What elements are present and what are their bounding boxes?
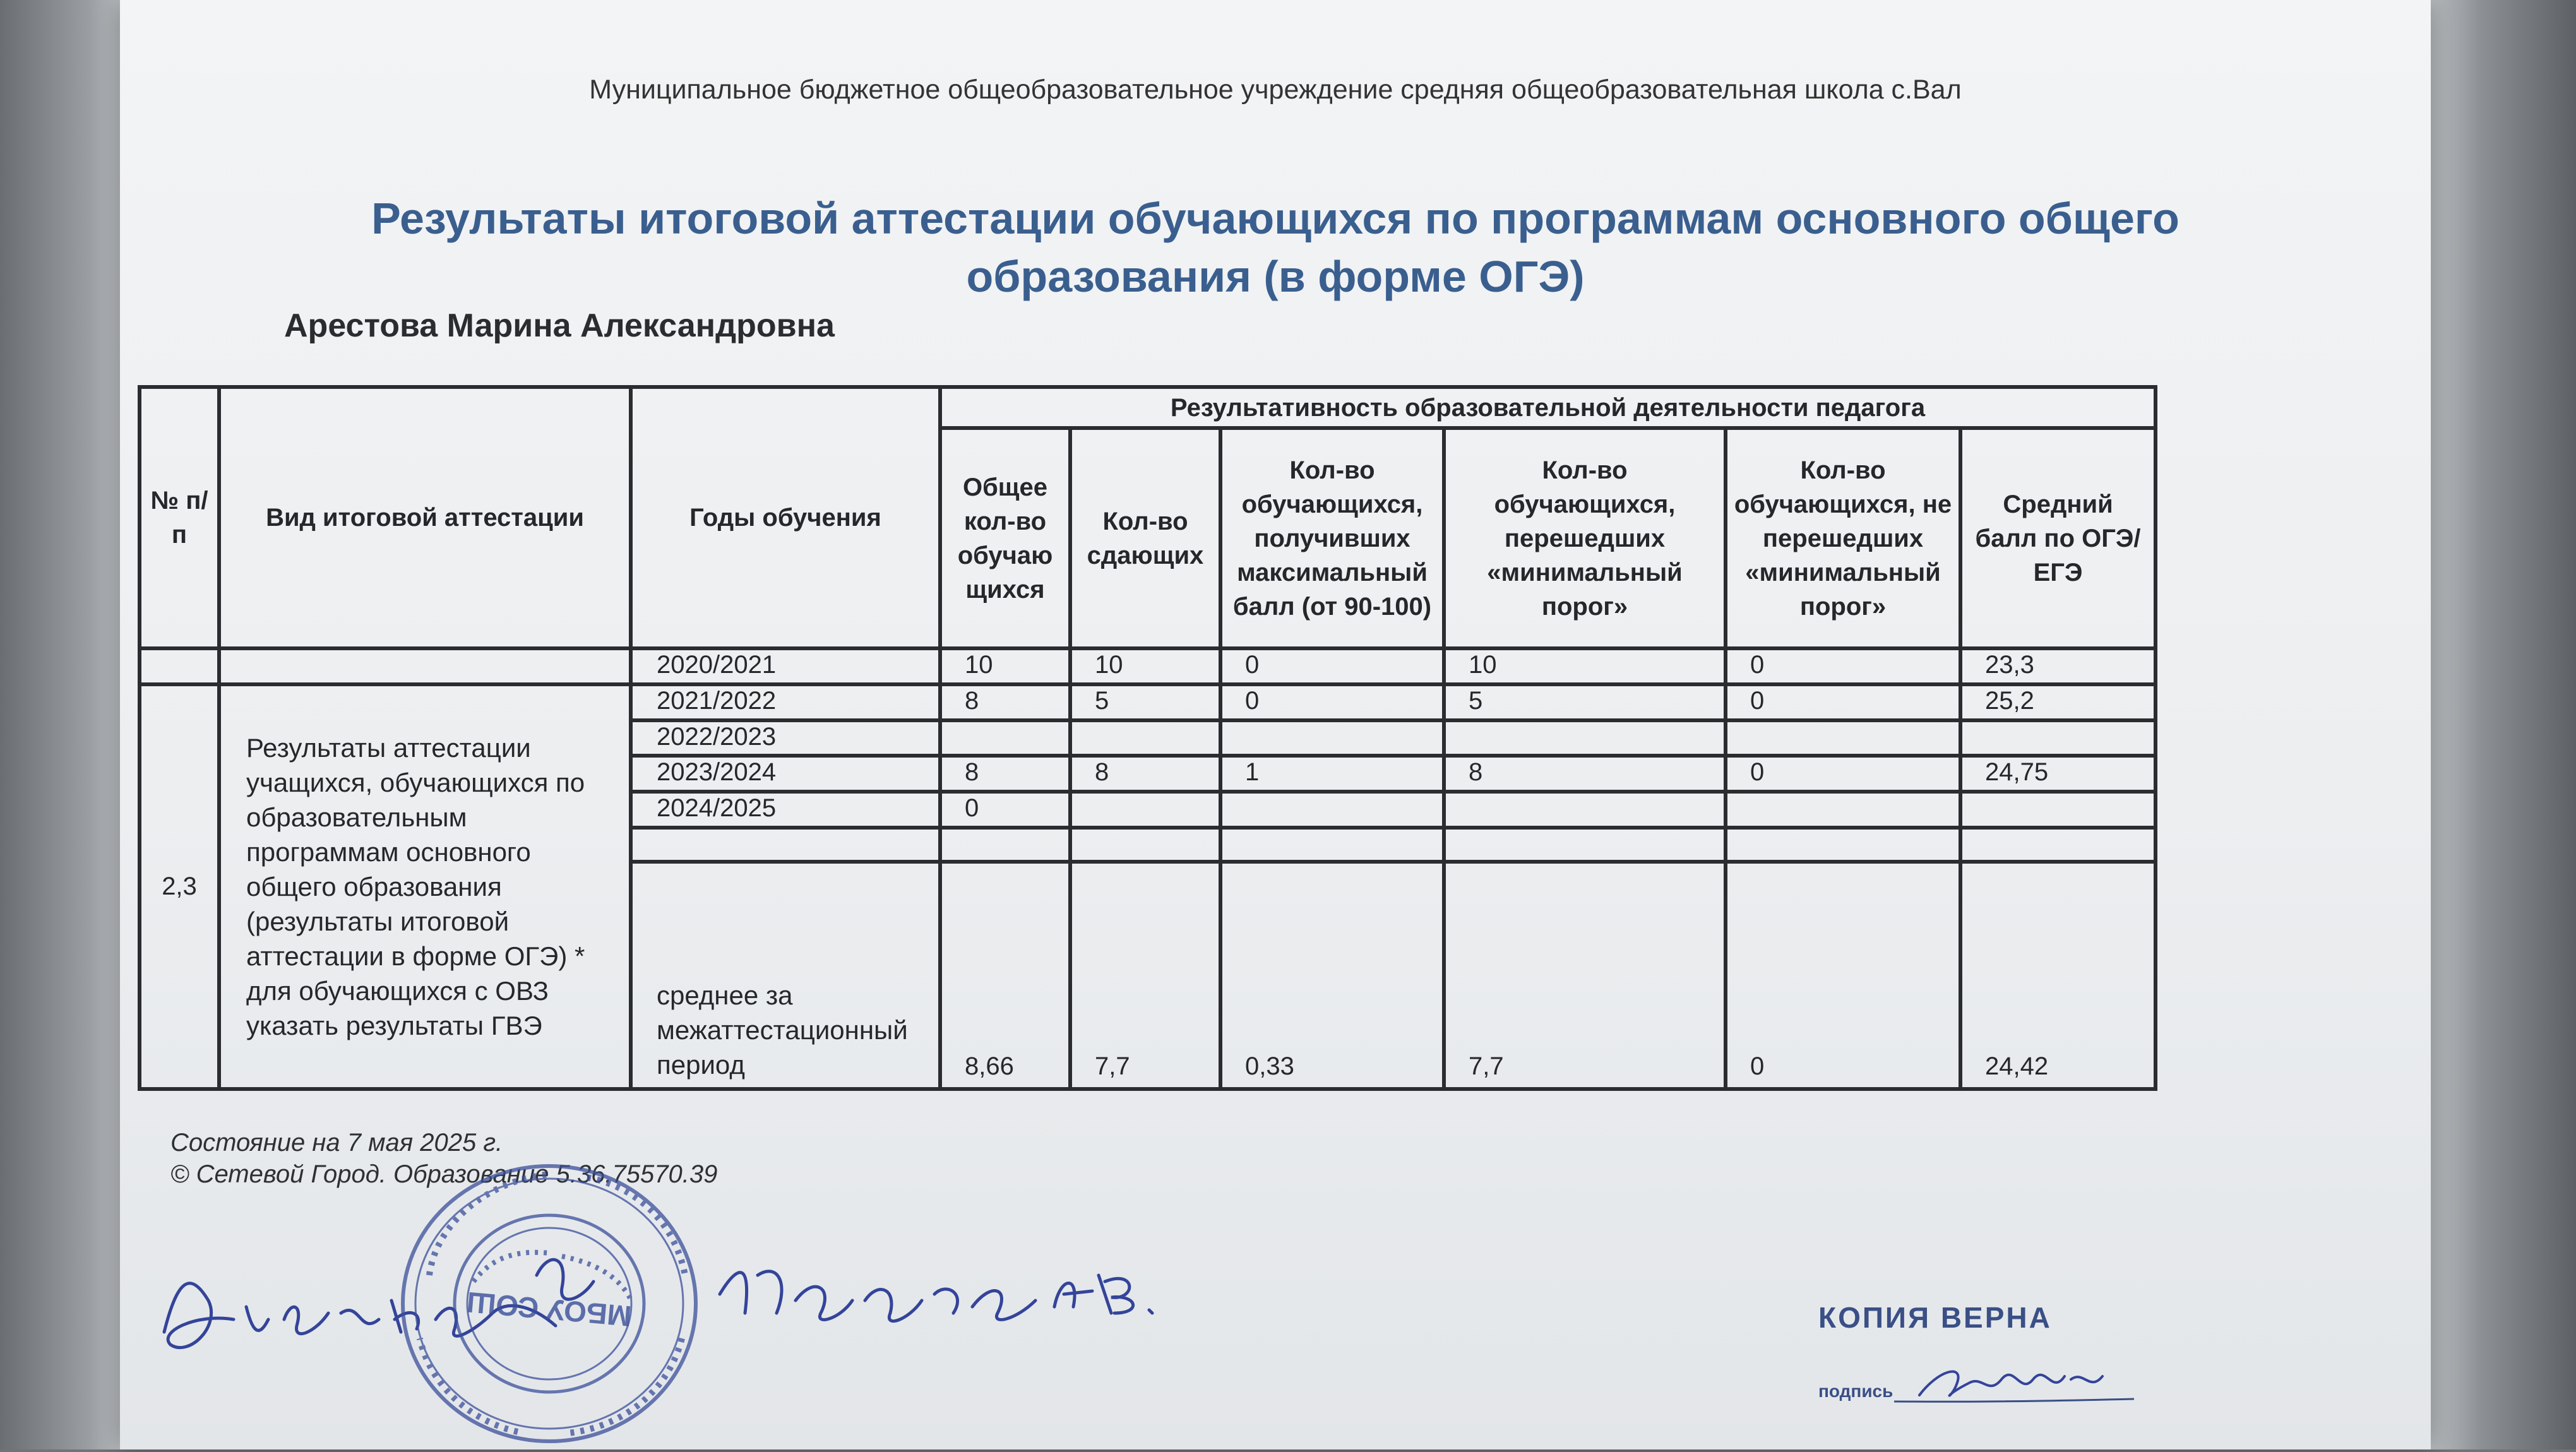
director-signature [152, 1225, 1288, 1414]
copy-certified-stamp [1818, 1300, 2147, 1427]
taking-cell: 8 [1070, 756, 1220, 792]
table-row [140, 648, 2156, 684]
header-taking: Кол-во сдающих [1070, 428, 1220, 648]
year-cell: 2023/2024 [631, 756, 940, 792]
max-cell [1220, 828, 1444, 862]
title-line-1: Результаты итоговой аттестации обучающихся по программам основного общего [371, 194, 2179, 243]
teacher-name: Арестова Марина Александровна [284, 307, 835, 344]
header-years: Годы обучения [631, 387, 940, 648]
copy-certified-title: КОПИЯ ВЕРНА [1818, 1301, 2052, 1334]
taking-cell [1070, 792, 1220, 828]
total-cell: 0 [940, 792, 1070, 828]
total-cell [940, 828, 1070, 862]
copy-signature [1881, 1357, 2147, 1414]
copyright-line: © Сетевой Город. Образование 5.36.75570.39 [170, 1160, 718, 1188]
status-date: Состояние на 7 мая 2025 г. [170, 1129, 503, 1157]
avg-cell: 25,2 [1960, 684, 2156, 720]
copy-sign-label: подпись [1818, 1381, 1893, 1401]
average-passed: 7,7 [1444, 862, 1726, 1089]
not-passed-cell [1726, 828, 1960, 862]
passed-cell [1444, 720, 1726, 756]
max-cell [1220, 720, 1444, 756]
taking-cell: 5 [1070, 684, 1220, 720]
total-cell [940, 720, 1070, 756]
average-total: 8,66 [940, 862, 1070, 1089]
background-left [0, 0, 126, 1449]
avg-cell: 23,3 [1960, 648, 2156, 684]
empty-cell [140, 648, 219, 684]
passed-cell [1444, 828, 1726, 862]
header-passed-threshold: Кол-во обучающихся, перешедших «минимальный порог» [1444, 428, 1726, 648]
taking-cell [1070, 828, 1220, 862]
school-name: Муниципальное бюджетное общеобразовательное учреждение средняя общеобразовательная школа с.Вал [589, 74, 1962, 105]
title-line-2: образования (в форме ОГЭ) [966, 252, 1585, 301]
passed-cell: 8 [1444, 756, 1726, 792]
average-score: 24,42 [1960, 862, 2156, 1089]
empty-cell [219, 648, 631, 684]
header-max-score: Кол-во обучающихся, получивших максимальный балл (от 90-100) [1220, 428, 1444, 648]
average-label: среднее за межаттестационный период [631, 862, 940, 1089]
passed-cell: 5 [1444, 684, 1726, 720]
not-passed-cell: 0 [1726, 684, 1960, 720]
total-cell: 10 [940, 648, 1070, 684]
max-cell: 1 [1220, 756, 1444, 792]
avg-cell [1960, 720, 2156, 756]
year-cell: 2021/2022 [631, 684, 940, 720]
passed-cell [1444, 792, 1726, 828]
passed-cell: 10 [1444, 648, 1726, 684]
year-cell [631, 828, 940, 862]
year-cell: 2020/2021 [631, 648, 940, 684]
average-max: 0,33 [1220, 862, 1444, 1089]
max-cell: 0 [1220, 684, 1444, 720]
taking-cell [1070, 720, 1220, 756]
avg-cell [1960, 792, 2156, 828]
stamp-center-text: МБОУ СОШ [465, 1285, 633, 1333]
total-cell: 8 [940, 684, 1070, 720]
row-number: 2,3 [140, 684, 219, 1089]
document-title [271, 189, 2279, 306]
header-number: № п/п [140, 387, 219, 648]
not-passed-cell [1726, 792, 1960, 828]
average-taking: 7,7 [1070, 862, 1220, 1089]
max-cell: 0 [1220, 648, 1444, 684]
header-group-performance: Результативность образовательной деятельности педагога [940, 387, 2156, 428]
header-total: Общее кол-во обучаю щихся [940, 428, 1070, 648]
table-row [140, 684, 2156, 720]
avg-cell [1960, 828, 2156, 862]
not-passed-cell: 0 [1726, 648, 1960, 684]
attestation-description: Результаты аттестации учащихся, обучающихся по образовательным программам основного общего образования (результаты итоговой аттестации в форме ОГЭ) * для обучающихся с ОВЗ указать результаты ГВЭ [219, 684, 631, 1089]
header-attestation-type: Вид итоговой аттестации [219, 387, 631, 648]
results-table [138, 385, 2157, 1091]
average-not-passed: 0 [1726, 862, 1960, 1089]
taking-cell: 10 [1070, 648, 1220, 684]
header-not-passed-threshold: Кол-во обучающихся, не перешедших «минимальный порог» [1726, 428, 1960, 648]
year-cell: 2024/2025 [631, 792, 940, 828]
year-cell: 2022/2023 [631, 720, 940, 756]
background-right [2418, 0, 2576, 1449]
not-passed-cell: 0 [1726, 756, 1960, 792]
header-average-score: Средний балл по ОГЭ/ЕГЭ [1960, 428, 2156, 648]
total-cell: 8 [940, 756, 1070, 792]
max-cell [1220, 792, 1444, 828]
official-stamp [391, 1149, 707, 1452]
not-passed-cell [1726, 720, 1960, 756]
avg-cell: 24,75 [1960, 756, 2156, 792]
